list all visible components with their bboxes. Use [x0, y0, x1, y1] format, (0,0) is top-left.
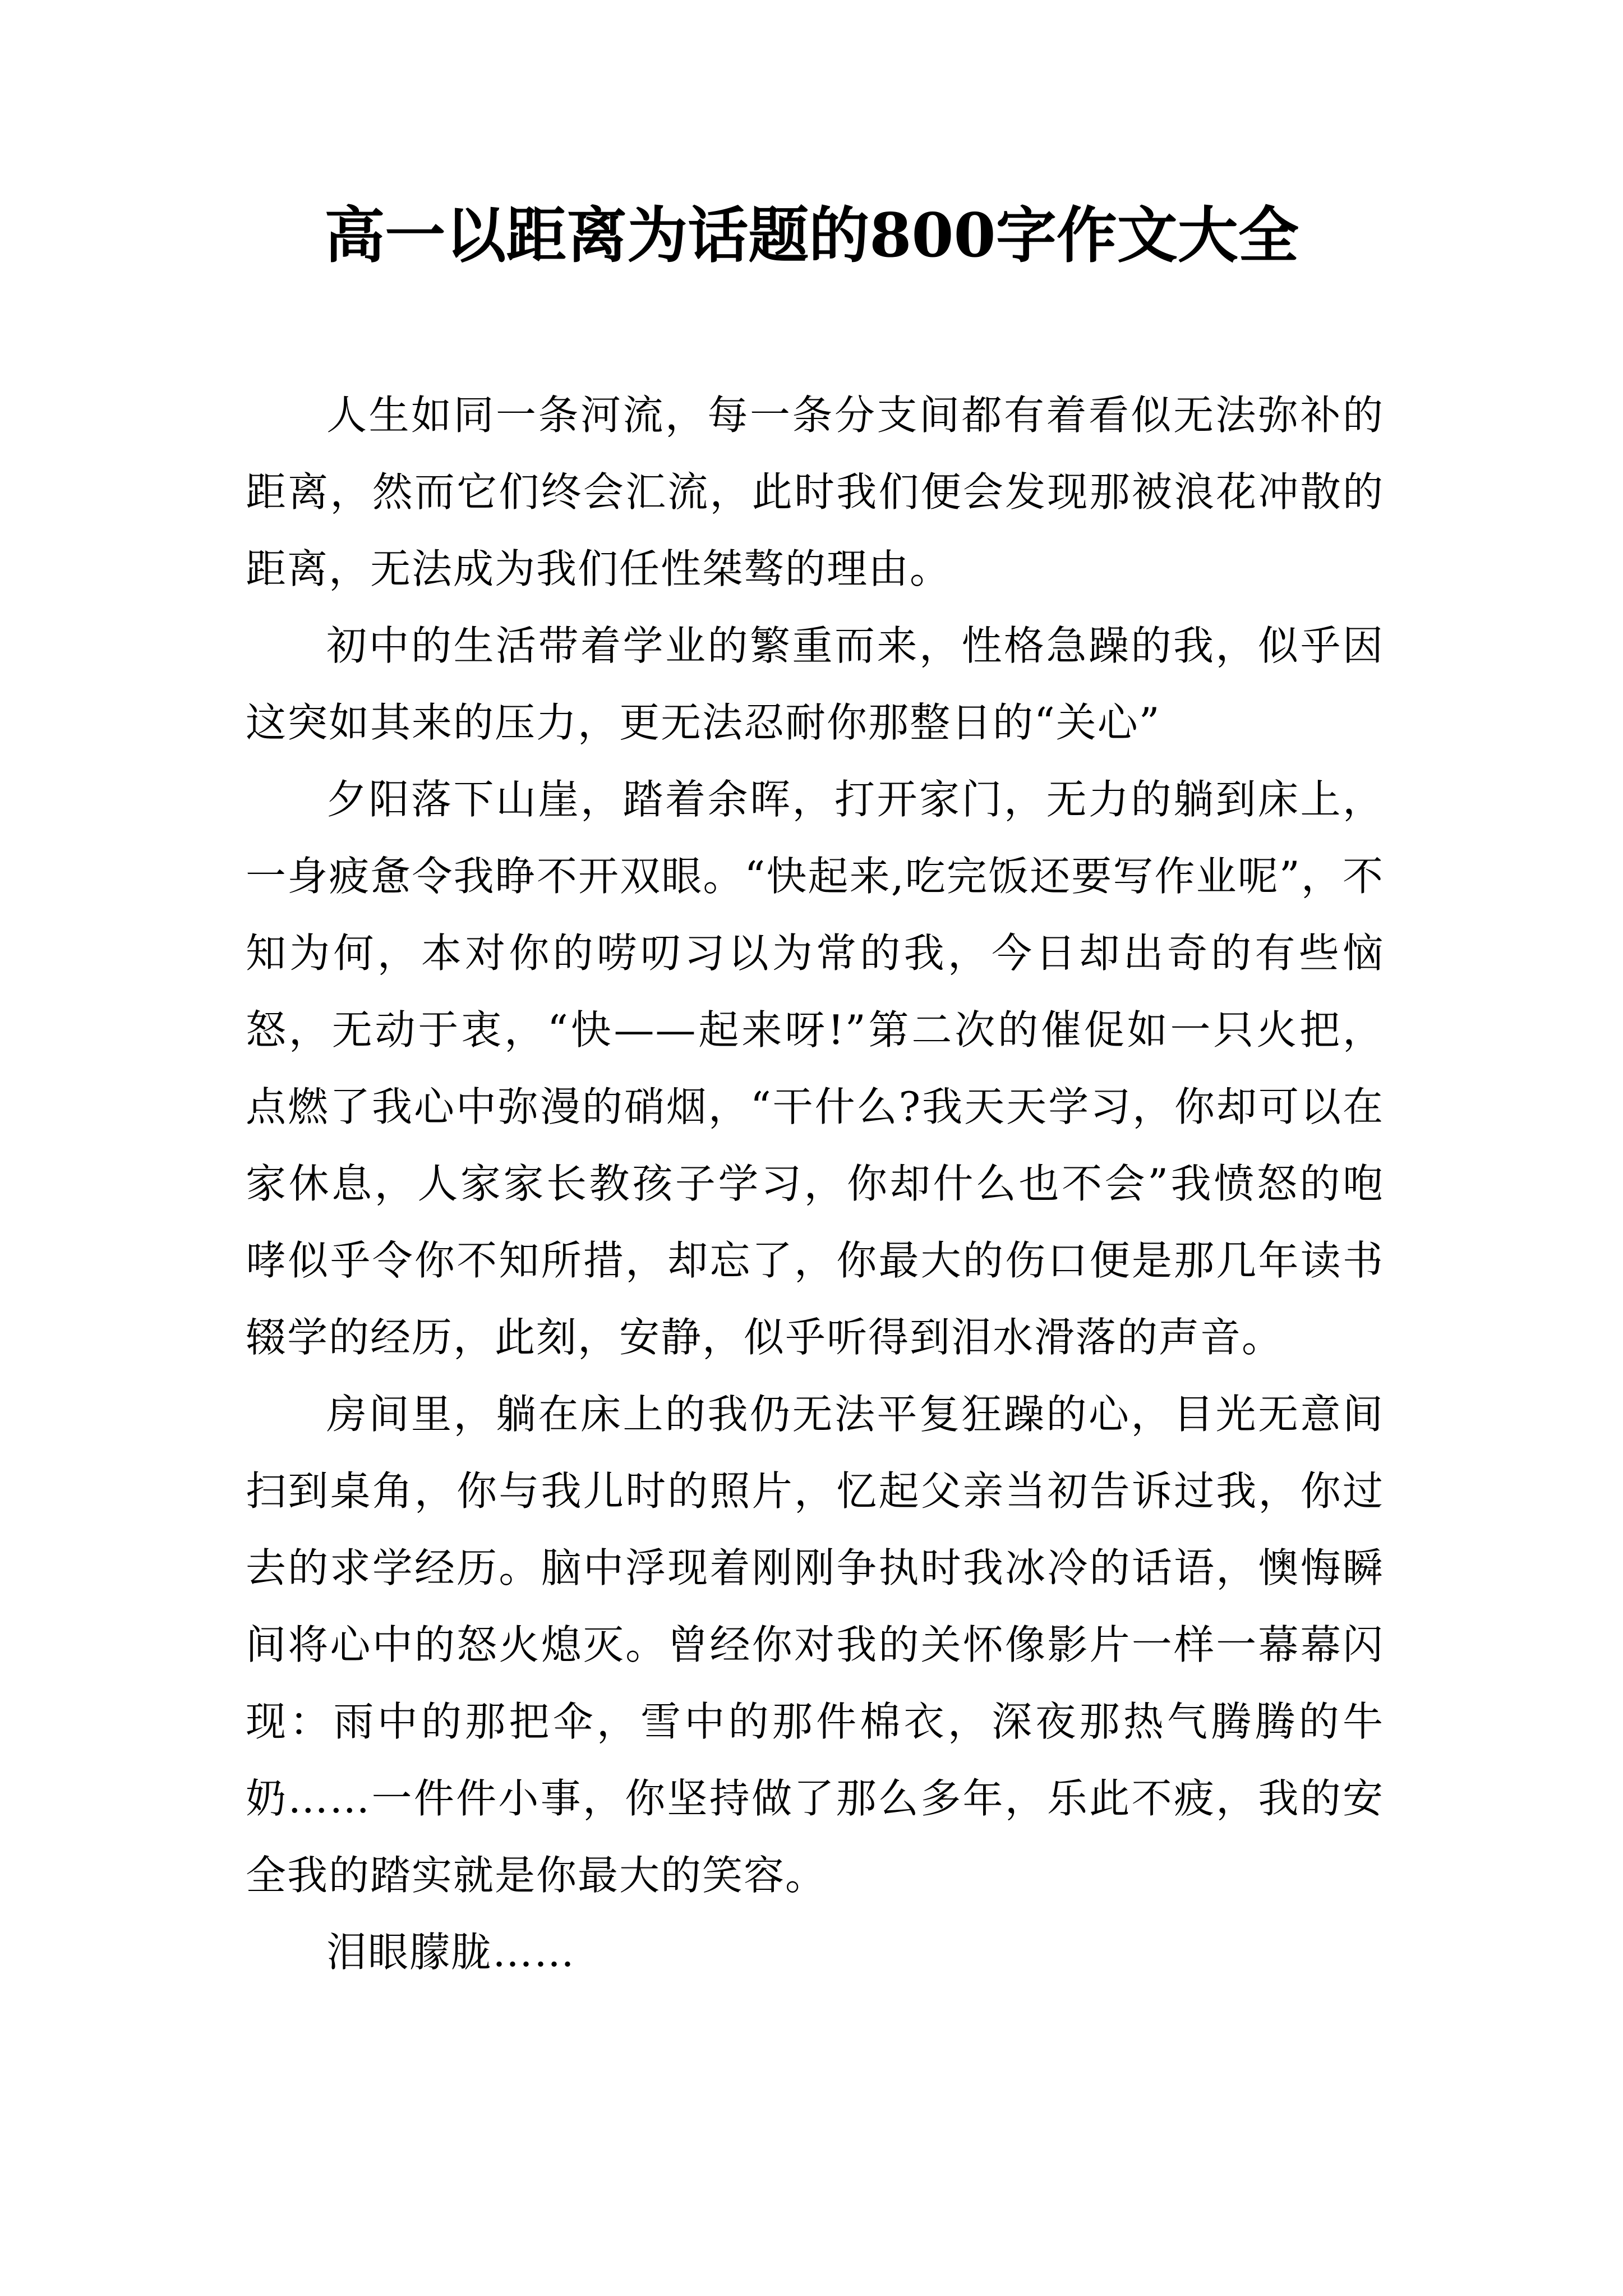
- document-title: 高一以距离为话题的800字作文大全: [324, 200, 1299, 271]
- paragraph-5: 泪眼朦胧……: [326, 1929, 576, 1976]
- document-body: [246, 377, 1384, 1991]
- paragraph-4: 房间里，躺在床上的我仍无法平复狂躁的心，目光无意间扫到桌角，你与我儿时的照片，忆起父亲当初告诉过我，你过去的求学经历。脑中浮现着刚刚争执时我冰冷的话语，懊悔瞬间将心中的怒火熄灭。曾经你对我的关怀像影片一样一幕幕闪现：雨中的那把伞，雪中的那件棉衣，深夜那热气腾腾的牛奶……一件件小事，你坚持做了那么多年，乐此不疲，我的安全我的踏实就是你最大的笑容。: [246, 1391, 1384, 1899]
- paragraph-3: 夕阳落下山崖，踏着余晖，打开家门，无力的躺到床上，一身疲惫令我睁不开双眼。“快起来,吃完饭还要写作业呢”，不知为何，本对你的唠叨习以为常的我，今日却出奇的有些恼怒，无动于衷，“快——起来呀!”第二次的催促如一只火把，点燃了我心中弥漫的硝烟，“干什么?我天天学习，你却可以在家休息，人家家长教孩子学习，你却什么也不会”我愤怒的咆哮似乎令你不知所措，却忘了，你最大的伤口便是那几年读书辍学的经历，此刻，安静，似乎听得到泪水滑落的声音。: [246, 776, 1384, 1361]
- paragraph-2: 初中的生活带着学业的繁重而来，性格急躁的我，似乎因这突如其来的压力，更无法忍耐你那整日的“关心”: [246, 622, 1384, 746]
- paragraph-1: 人生如同一条河流，每一条分支间都有着看似无法弥补的距离，然而它们终会汇流，此时我们便会发现那被浪花冲散的距离，无法成为我们任性桀骜的理由。: [246, 392, 1384, 592]
